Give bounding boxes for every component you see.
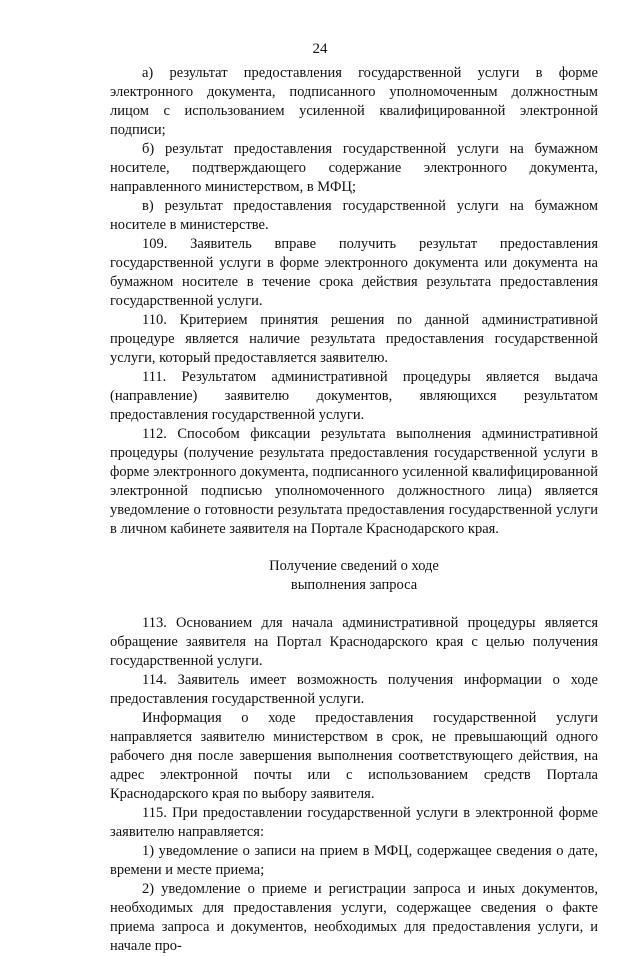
section-heading-line-2: выполнения запроса (290, 577, 418, 593)
section-heading-line-1: Получение сведений о ходе (269, 558, 439, 574)
paragraph-115-1: 1) уведомление о записи на прием в МФЦ, содержащее сведения о дате, времени и месте приема; (110, 843, 598, 878)
paragraph-114: 114. Заявитель имеет возможность получения информации о ходе предоставления государственной услуги. (110, 672, 598, 707)
paragraph-a: а) результат предоставления государственной услуги в форме электронного документа, подписанного уполномоченным должностным лицом с использованием усиленной квалифицированной электронной подписи; (110, 65, 598, 138)
paragraph-110: 110. Критерием принятия решения по данной административной процедуре является наличие результата предоставления государственной услуги, который предоставляется заявителю. (110, 312, 598, 366)
paragraph-113: 113. Основанием для начала административной процедуры является обращение заявителя на Портал Краснодарского края с целью получения государственной услуги. (110, 615, 598, 669)
paragraph-info: Информация о ходе предоставления государственной услуги направляется заявителю министерством в срок, не превышающий одного рабочего дня после завершения выполнения соответствующего действия, на адрес электронной почты или с использованием средств Портала Краснодарского края по выбору заявителя. (110, 710, 598, 802)
paragraph-111: 111. Результатом административной процедуры является выдача (направление) заявителю документов, являющихся результатом предоставления государственной услуги. (110, 369, 598, 423)
document-body (110, 64, 598, 956)
paragraph-112: 112. Способом фиксации результата выполнения административной процедуры (получение результата предоставления государственной услуги в форме электронного документа, подписанного усиленной квалифицированной электронной подписью уполномоченного должностного лица) является уведомление о готовности результата предоставления государственной услуги в личном кабинете заявителя на Портале Краснодарского края. (110, 426, 598, 537)
paragraph-115-2: 2) уведомление о приеме и регистрации запроса и иных документов, необходимых для предоставления услуги, содержащее сведения о факте приема запроса и документов, необходимых для предоставления услуги, и начале про- (110, 881, 598, 954)
paragraph-v: в) результат предоставления государственной услуги на бумажном носителе в министерстве. (110, 198, 598, 233)
paragraph-115: 115. При предоставлении государственной услуги в электронной форме заявителю направляется: (110, 805, 598, 840)
paragraph-109: 109. Заявитель вправе получить результат предоставления государственной услуги в форме электронного документа или документа на бумажном носителе в течение срока действия результата предоставления государственной услуги. (110, 236, 598, 309)
page-number: 24 (312, 41, 328, 57)
paragraph-b: б) результат предоставления государственной услуги на бумажном носителе, подтверждающего содержание электронного документа, направленного министерством, в МФЦ; (110, 141, 598, 195)
section-heading (110, 557, 598, 595)
